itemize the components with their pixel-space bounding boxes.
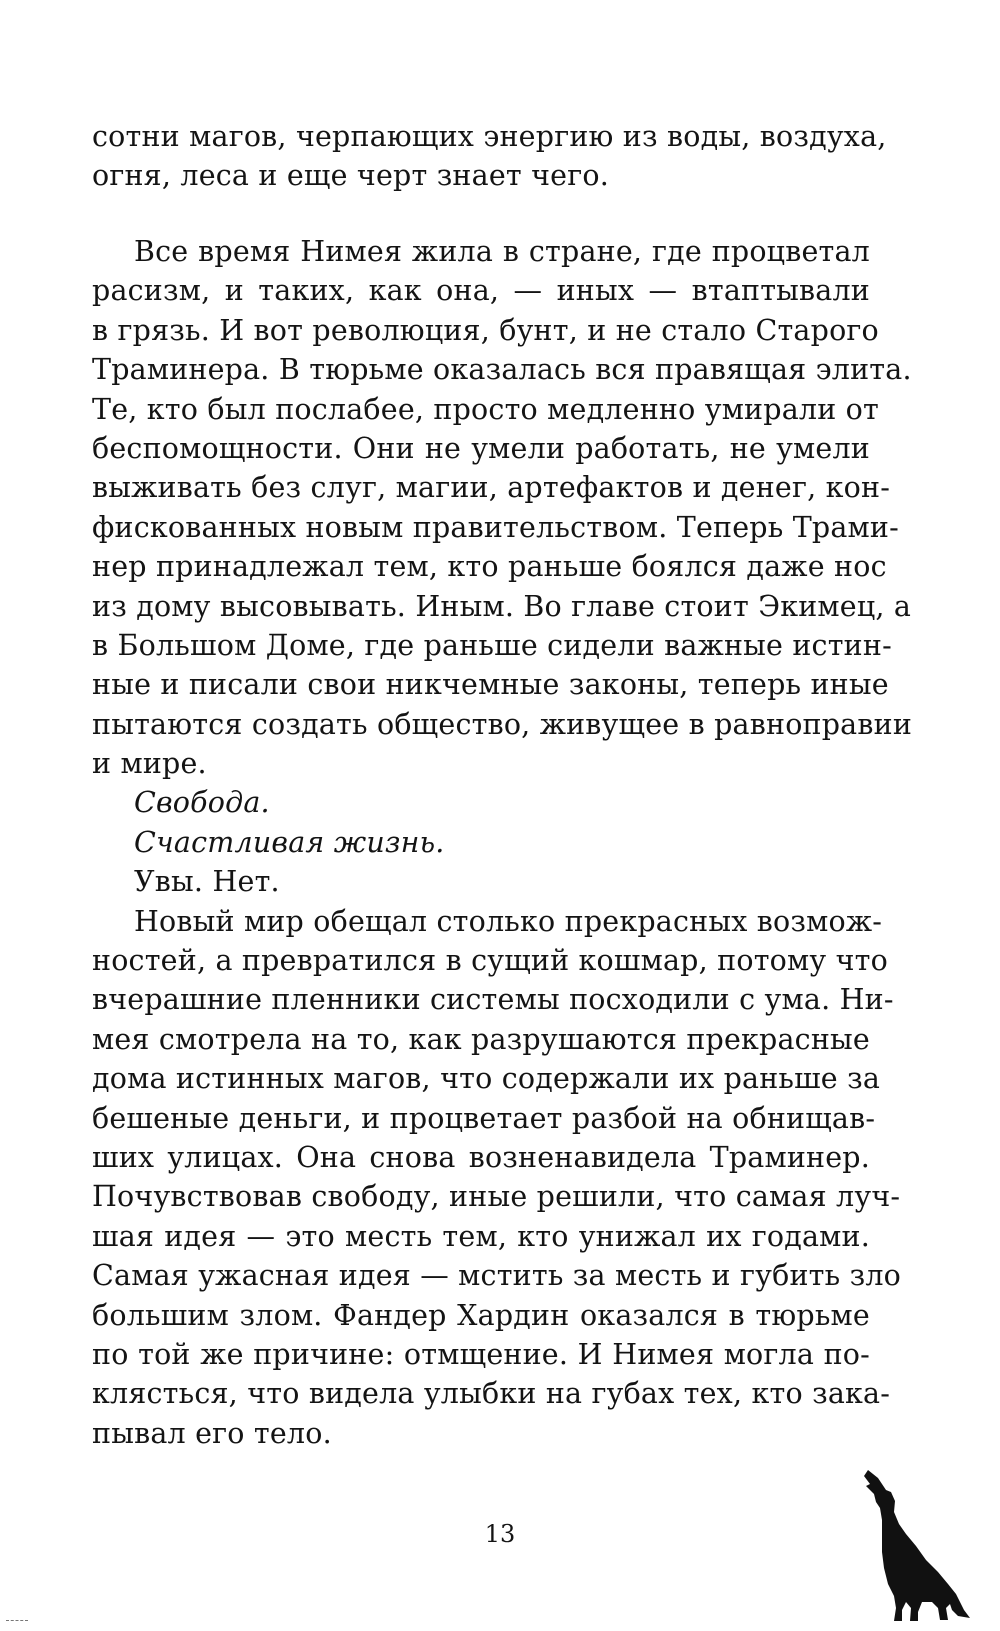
- text-line: сотни магов, черпающих энергию из воды, воздуха,: [92, 120, 887, 153]
- text-line: по той же причине: отмщение. И Нимея могла по-: [92, 1337, 870, 1371]
- text-line: Самая ужасная идея — мстить за месть и губить зло: [92, 1259, 901, 1293]
- italic-line-freedom: Свобода.: [134, 786, 270, 820]
- text-line: огня, леса и еще черт знает чего.: [92, 159, 609, 193]
- text-line: большим злом. Фандер Хардин оказался в тюрьме: [92, 1298, 870, 1332]
- howling-wolf-icon: [862, 1468, 972, 1623]
- scan-edge-mark: [6, 1620, 28, 1624]
- text-line: и мире.: [92, 747, 207, 781]
- text-line: дома истинных магов, что содержали их раньше за: [92, 1062, 881, 1096]
- text-line: Те, кто был послабее, просто медленно умирали от: [92, 392, 879, 426]
- text-line: пытаются создать общество, живущее в равноправии: [92, 707, 913, 741]
- italic-line-happy-life: Счастливая жизнь.: [134, 825, 445, 859]
- text-line: ших улицах. Она снова возненавидела Траминер.: [92, 1140, 870, 1174]
- text-line: ностей, а превратился в сущий кошмар, потому что: [92, 944, 888, 978]
- paragraph-2: [92, 232, 913, 1453]
- text-line: из дому высовывать. Иным. Во главе стоит Экимец, а: [92, 589, 912, 623]
- text-line: Все время Нимея жила в стране, где процветал: [134, 235, 870, 268]
- text-line: в Большом Доме, где раньше сидели важные истин-: [92, 628, 892, 662]
- text-line: Новый мир обещал столько прекрасных возмож-: [134, 904, 883, 938]
- text-line: мея смотрела на то, как разрушаются прекрасные: [92, 1022, 870, 1056]
- text-line: вчерашние пленники системы посходили с ума. Ни-: [92, 983, 894, 1017]
- text-line: в грязь. И вот революция, бунт, и не стало Старого: [92, 313, 879, 347]
- text-line: беспомощности. Они не умели работать, не умели: [92, 431, 870, 465]
- text-line: фискованных новым правительством. Теперь Трами-: [92, 510, 899, 544]
- text-line: шая идея — это месть тем, кто унижал их годами.: [92, 1219, 870, 1253]
- text-line: нер принадлежал тем, кто раньше боялся даже нос: [92, 550, 887, 584]
- text-line: клясться, что видела улыбки на губах тех, кто зака-: [92, 1377, 891, 1411]
- text-line: пывал его тело.: [92, 1416, 332, 1450]
- page-number: 13: [484, 1520, 516, 1548]
- paragraph-1: [92, 117, 887, 196]
- text-line: расизм, и таких, как она, — иных — втаптывали: [92, 274, 870, 308]
- text-line: бешеные деньги, и процветает разбой на обнищав-: [92, 1101, 876, 1135]
- text-line-alas: Увы. Нет.: [134, 865, 280, 899]
- text-line: Почувствовав свободу, иные решили, что самая луч-: [92, 1180, 901, 1214]
- text-line: ные и писали свои никчемные законы, теперь иные: [92, 668, 889, 702]
- text-line: выживать без слуг, магии, артефактов и денег, кон-: [92, 471, 891, 505]
- text-line: Траминера. В тюрьме оказалась вся правящая элита.: [92, 353, 912, 387]
